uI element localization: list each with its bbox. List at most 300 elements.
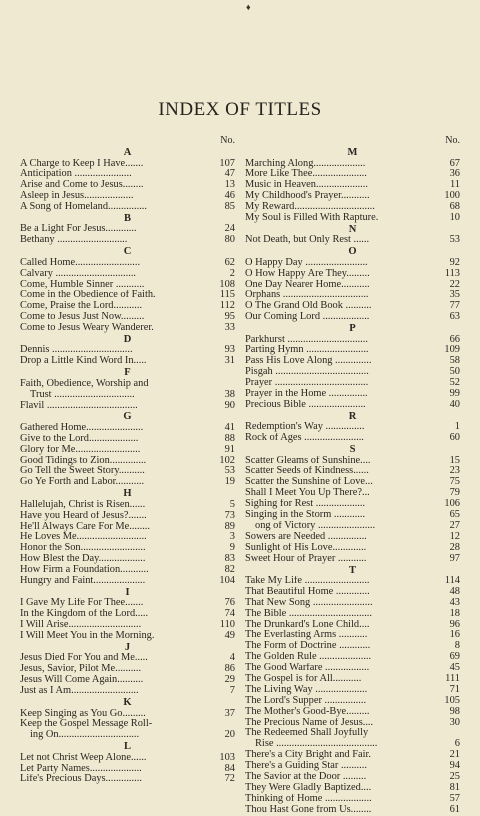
section-letter: I xyxy=(125,586,130,598)
entry-title: The Mother's Good-Bye......... xyxy=(245,706,370,717)
section-letter: D xyxy=(123,333,132,345)
entry-title: Go Tell the Sweet Story.......... xyxy=(20,466,145,477)
entry-number: 53 xyxy=(224,466,235,477)
entry-number: 65 xyxy=(449,510,460,521)
index-entry xyxy=(20,445,235,456)
entry-number: 16 xyxy=(449,630,460,641)
index-entry xyxy=(245,652,460,663)
index-entry xyxy=(20,345,235,356)
entry-number: 74 xyxy=(224,609,235,620)
index-entry xyxy=(20,554,235,565)
entry-number: 10 xyxy=(449,212,460,223)
entry-number: 9 xyxy=(229,543,235,554)
entry-title: Scatter Seeds of Kindness...... xyxy=(245,466,369,477)
entry-title: Music in Heaven.................... xyxy=(245,180,368,191)
entry-number: 22 xyxy=(449,279,460,290)
entry-number: 69 xyxy=(449,652,460,663)
entry-number: 36 xyxy=(449,169,460,180)
entry-title: The Golden Rule .................... xyxy=(245,652,372,663)
index-entry xyxy=(20,686,235,697)
index-entry xyxy=(245,783,460,794)
entry-title: Flavil ................................... xyxy=(20,400,138,411)
index-entry xyxy=(245,510,460,521)
index-entry xyxy=(245,728,460,739)
entry-number: 107 xyxy=(219,158,235,169)
index-entry xyxy=(245,630,460,641)
entry-title: He'll Always Care For Me........ xyxy=(20,521,151,532)
index-entry xyxy=(20,280,235,291)
entry-number: 98 xyxy=(449,706,460,717)
entry-number: 113 xyxy=(444,268,460,279)
entry-title: Jesus Will Come Again.......... xyxy=(20,675,144,686)
entry-title: Let not Christ Weep Alone...... xyxy=(20,752,147,763)
index-entry xyxy=(245,663,460,674)
entry-title: Not Death, but Only Rest ...... xyxy=(245,235,370,246)
entry-number: 48 xyxy=(449,586,460,597)
entry-number: 11 xyxy=(449,180,460,191)
entry-title: Sowers are Needed ............... xyxy=(245,531,367,542)
entry-number: 83 xyxy=(224,554,235,565)
entry-number: 47 xyxy=(224,169,235,180)
index-entry xyxy=(20,620,235,631)
index-entry xyxy=(245,576,460,587)
entry-title: Anticipation ...................... xyxy=(20,169,132,180)
entry-title: The Good Warfare ................. xyxy=(245,663,370,674)
entry-title: Rise ....................................... xyxy=(255,739,378,750)
entry-number: 58 xyxy=(449,356,460,367)
section-letter: N xyxy=(348,223,357,235)
entry-number: 63 xyxy=(449,312,460,323)
entry-number: 6 xyxy=(454,739,460,750)
entry-title: Glory for Me......................... xyxy=(20,444,141,455)
index-entry xyxy=(245,718,460,729)
entry-number: 111 xyxy=(445,674,460,685)
index-entry xyxy=(20,565,235,576)
index-entry xyxy=(245,367,460,378)
entry-title: There's a Guiding Star .......... xyxy=(245,761,367,772)
index-entry xyxy=(245,422,460,433)
entry-title: Life's Precious Days.............. xyxy=(20,774,142,785)
entry-title: That Beautiful Home ............. xyxy=(245,586,370,597)
index-entry xyxy=(245,378,460,389)
entry-number: 112 xyxy=(219,301,235,312)
entry-number: 94 xyxy=(449,761,460,772)
section-letter: B xyxy=(123,212,131,224)
entry-title: Come to Jesus Just Now......... xyxy=(20,312,145,323)
section-letter: G xyxy=(123,411,132,423)
entry-number: 52 xyxy=(449,378,460,389)
index-entry xyxy=(245,280,460,291)
index-entry xyxy=(245,235,460,246)
index-entry xyxy=(20,401,235,412)
entry-number: 72 xyxy=(224,774,235,785)
entry-number: 88 xyxy=(224,433,235,444)
entry-number: 57 xyxy=(449,793,460,804)
index-entry xyxy=(245,180,460,191)
entry-title: Thinking of Home .................. xyxy=(245,793,372,804)
index-entry xyxy=(245,258,460,269)
entry-title: Pass His Love Along .............. xyxy=(245,356,372,367)
index-entry xyxy=(20,631,235,642)
index-entry xyxy=(245,433,460,444)
entry-number: 95 xyxy=(224,312,235,323)
entry-title: Precious Bible ...................... xyxy=(245,399,366,410)
entry-title: Hungry and Faint.................... xyxy=(20,576,146,586)
index-entry xyxy=(245,466,460,477)
entry-number: 45 xyxy=(449,663,460,674)
index-entry xyxy=(20,224,235,235)
entry-number: 85 xyxy=(224,202,235,213)
entry-title: Calvary ............................... xyxy=(20,268,137,279)
number-column-label: No. xyxy=(220,135,235,146)
entry-number: 67 xyxy=(449,158,460,169)
entry-number: 71 xyxy=(449,684,460,695)
entry-number: 12 xyxy=(449,531,460,542)
entry-title: Jesus Died For You and Me..... xyxy=(20,653,148,664)
entry-title: How Blest the Day.................. xyxy=(20,554,146,565)
index-entry xyxy=(20,434,235,445)
entry-number: 102 xyxy=(219,455,235,466)
entry-number: 60 xyxy=(449,433,460,444)
right-entries xyxy=(245,147,460,816)
index-entry xyxy=(20,456,235,467)
entry-title: ong of Victory ...................... xyxy=(255,520,376,531)
index-entry xyxy=(20,312,235,323)
ornament-mark: ♦ xyxy=(246,2,251,12)
index-entry xyxy=(245,554,460,565)
entry-title: The Form of Doctrine ............ xyxy=(245,641,371,652)
page-title: INDEX OF TITLES xyxy=(158,99,322,120)
index-entry xyxy=(245,707,460,718)
entry-title: Take My Life ......................... xyxy=(245,576,370,586)
section-letter: S xyxy=(349,444,356,456)
section-letter: C xyxy=(123,246,132,258)
index-entry xyxy=(20,753,235,764)
entry-number: 68 xyxy=(449,202,460,213)
entry-number: 5 xyxy=(229,499,235,510)
entry-number: 29 xyxy=(224,675,235,686)
index-entry xyxy=(245,620,460,631)
entry-title: More Like Thee..................... xyxy=(245,169,367,180)
entry-title: Come, Praise the Lord........... xyxy=(20,301,143,312)
entry-title: The Drunkard's Lone Child.... xyxy=(245,619,370,630)
entry-title: Parting Hymn ........................ xyxy=(245,345,369,356)
index-entry xyxy=(245,750,460,761)
entry-number: 76 xyxy=(224,598,235,609)
entry-title: The Savior at the Door ......... xyxy=(245,772,367,783)
index-entry xyxy=(20,202,235,213)
index-entry xyxy=(245,301,460,312)
entry-title: Pisgah .................................... xyxy=(245,367,369,378)
entry-title: Called Home......................... xyxy=(20,257,141,268)
entry-title: Sighing for Rest ................... xyxy=(245,499,366,510)
entry-title: The Living Way .................... xyxy=(245,684,368,695)
entry-title: Scatter the Sunshine of Love... xyxy=(245,477,373,488)
entry-title: There's a City Bright and Fair. xyxy=(245,750,371,761)
section-letter: H xyxy=(123,488,132,500)
entry-number: 4 xyxy=(229,653,235,664)
entry-number: 35 xyxy=(449,290,460,301)
index-entry xyxy=(245,739,460,750)
entry-title: The Lord's Supper ................ xyxy=(245,695,367,706)
left-entries xyxy=(20,147,235,785)
entry-title: Good Tidings to Zion.............. xyxy=(20,455,147,466)
index-entry xyxy=(245,794,460,805)
entry-title: Have you Heard of Jesus?....... xyxy=(20,510,147,521)
entry-number: 97 xyxy=(449,553,460,564)
right-column xyxy=(245,135,460,816)
entry-title: The Everlasting Arms ........... xyxy=(245,630,368,641)
entry-title: Honor the Son......................... xyxy=(20,543,146,554)
index-entry xyxy=(245,674,460,685)
index-entry xyxy=(245,312,460,323)
entry-number: 46 xyxy=(224,191,235,202)
entry-number: 21 xyxy=(449,750,460,761)
entry-title: ing On............................... xyxy=(30,730,140,741)
entry-title: Marching Along.................... xyxy=(245,158,366,169)
entry-title: O How Happy Are They......... xyxy=(245,268,370,279)
entry-title: Asleep in Jesus................... xyxy=(20,191,134,202)
index-entry xyxy=(20,301,235,312)
entry-number: 108 xyxy=(219,279,235,290)
entry-number: 114 xyxy=(444,576,460,586)
index-entry xyxy=(245,400,460,411)
entry-number: 2 xyxy=(229,268,235,279)
entry-number: 23 xyxy=(449,466,460,477)
entry-number: 28 xyxy=(449,542,460,553)
entry-number: 104 xyxy=(219,576,235,586)
entry-title: Shall I Meet You Up There?... xyxy=(245,488,370,499)
entry-title: Redemption's Way ............... xyxy=(245,422,365,433)
entry-title: Prayer .................................... xyxy=(245,378,369,389)
index-entry xyxy=(245,641,460,652)
entry-number: 93 xyxy=(224,345,235,356)
entry-title: Our Coming Lord .................. xyxy=(245,312,370,323)
entry-number: 100 xyxy=(444,191,460,202)
index-entry xyxy=(20,511,235,522)
index-entry xyxy=(20,500,235,511)
entry-number: 81 xyxy=(449,782,460,793)
entry-title: A Song of Homeland............... xyxy=(20,202,147,213)
entry-title: O Happy Day ........................ xyxy=(245,257,368,268)
entry-title: My Soul is Filled With Rapture. xyxy=(245,212,379,223)
index-entry xyxy=(245,477,460,488)
index-entry xyxy=(245,356,460,367)
entry-number: 91 xyxy=(224,444,235,455)
section-letter: A xyxy=(123,147,132,158)
entry-number: 66 xyxy=(449,334,460,345)
entry-title: O The Grand Old Book .......... xyxy=(245,301,372,312)
entry-number: 53 xyxy=(449,235,460,246)
index-entry xyxy=(245,456,460,467)
entry-title: The Redeemed Shall Joyfully xyxy=(245,728,369,739)
entry-number: 92 xyxy=(449,257,460,268)
section-letter: R xyxy=(348,410,357,422)
entry-title: I Will Meet You in the Morning. xyxy=(20,631,155,642)
entry-title: Be a Light For Jesus............ xyxy=(20,224,137,235)
index-entry xyxy=(20,169,235,180)
entry-number: 3 xyxy=(229,532,235,543)
entry-number: 30 xyxy=(449,717,460,728)
entry-number: 103 xyxy=(219,752,235,763)
entry-title: My Reward............................... xyxy=(245,202,375,213)
entry-number: 99 xyxy=(449,389,460,400)
index-entry xyxy=(245,532,460,543)
index-entry xyxy=(245,685,460,696)
entry-number: 84 xyxy=(224,763,235,774)
entry-title: Parkhurst ............................... xyxy=(245,334,368,345)
entry-number: 19 xyxy=(224,477,235,488)
section-letter: K xyxy=(123,697,132,709)
entry-title: Gathered Home...................... xyxy=(20,422,144,433)
index-entry xyxy=(20,356,235,367)
entry-number: 49 xyxy=(224,631,235,642)
entry-title: Come in the Obedience of Faith. xyxy=(20,290,156,301)
index-entry xyxy=(20,390,235,401)
index-entry xyxy=(20,477,235,488)
entry-number: 79 xyxy=(449,488,460,499)
entry-title: The Precious Name of Jesus.... xyxy=(245,717,374,728)
entry-number: 62 xyxy=(224,257,235,268)
index-entry xyxy=(245,191,460,202)
index-entry xyxy=(20,543,235,554)
entry-title: Sweet Hour of Prayer ........... xyxy=(245,553,367,564)
entry-title: Bethany ........................... xyxy=(20,235,128,246)
entry-number: 90 xyxy=(224,400,235,411)
entry-title: They Were Gladly Baptized.... xyxy=(245,782,372,793)
index-entry xyxy=(20,180,235,191)
entry-title: Arise and Come to Jesus........ xyxy=(20,180,144,191)
entry-title: Scatter Gleams of Sunshine.... xyxy=(245,455,371,466)
section-letter: O xyxy=(348,246,357,258)
section-letter: F xyxy=(124,367,131,379)
entry-title: Give to the Lord................... xyxy=(20,433,139,444)
index-entry xyxy=(20,532,235,543)
entry-title: Singing in the Storm ............ xyxy=(245,510,366,521)
index-entry xyxy=(20,423,235,434)
index-entry xyxy=(245,543,460,554)
section-letter: J xyxy=(124,641,131,653)
entry-title: My Childhood's Prayer........... xyxy=(245,191,370,202)
entry-title: Prayer in the Home ............... xyxy=(245,389,368,400)
entry-number: 37 xyxy=(224,708,235,719)
entry-number: 106 xyxy=(444,499,460,510)
index-entry xyxy=(20,323,235,334)
index-entry xyxy=(245,772,460,783)
entry-title: I Gave My Life For Thee....... xyxy=(20,598,144,609)
entry-number: 110 xyxy=(219,620,235,631)
index-entry xyxy=(245,202,460,213)
index-entry xyxy=(20,576,235,587)
index-entry xyxy=(245,335,460,346)
entry-title: Thou Hast Gone from Us........ xyxy=(245,804,372,815)
entry-title: That New Song ....................... xyxy=(245,597,373,608)
entry-number: 80 xyxy=(224,235,235,246)
entry-number: 33 xyxy=(224,323,235,334)
index-entry xyxy=(20,235,235,246)
index-entry xyxy=(245,587,460,598)
index-entry xyxy=(20,730,235,741)
entry-number: 25 xyxy=(449,772,460,783)
entry-title: Come to Jesus Weary Wanderer. xyxy=(20,323,154,334)
entry-title: How Firm a Foundation........... xyxy=(20,565,149,576)
index-entry xyxy=(245,598,460,609)
entry-title: Come, Humble Sinner ........... xyxy=(20,279,145,290)
section-letter: M xyxy=(347,147,358,158)
entry-number: 18 xyxy=(449,608,460,619)
index-entry xyxy=(245,345,460,356)
entry-title: Rock of Ages ....................... xyxy=(245,433,364,444)
entry-number: 27 xyxy=(449,520,460,531)
entry-number: 20 xyxy=(224,730,235,741)
entry-number: 73 xyxy=(224,510,235,521)
index-entry xyxy=(20,159,235,170)
entry-title: Dennis ............................... xyxy=(20,345,133,356)
index-entry xyxy=(20,191,235,202)
index-entry xyxy=(20,653,235,664)
index-entry xyxy=(245,805,460,816)
entry-number: 24 xyxy=(224,224,235,235)
section-letter: P xyxy=(349,323,356,335)
index-entry xyxy=(245,169,460,180)
index-entry xyxy=(245,290,460,301)
entry-title: The Bible ................................ xyxy=(245,608,372,619)
index-entry xyxy=(245,213,460,224)
index-entry xyxy=(245,696,460,707)
entry-title: Keep Singing as You Go......... xyxy=(20,708,146,719)
entry-number: 1 xyxy=(454,422,460,433)
entry-number: 50 xyxy=(449,367,460,378)
entry-number: 75 xyxy=(449,477,460,488)
index-entry xyxy=(245,488,460,499)
entry-title: The Gospel is for All........... xyxy=(245,674,362,685)
index-entry xyxy=(20,719,235,730)
index-entry xyxy=(245,521,460,532)
entry-number: 105 xyxy=(444,695,460,706)
left-column xyxy=(20,135,235,785)
index-entry xyxy=(20,774,235,785)
entry-title: Go Ye Forth and Labor........... xyxy=(20,477,145,488)
index-entry xyxy=(20,258,235,269)
section-letter: T xyxy=(348,564,356,576)
index-entry xyxy=(20,522,235,533)
entry-title: Drop a Little Kind Word In..... xyxy=(20,356,147,367)
entry-title: He Loves Me........................... xyxy=(20,532,147,543)
entry-number: 77 xyxy=(449,301,460,312)
entry-number: 38 xyxy=(224,389,235,400)
entry-title: Hallelujah, Christ is Risen...... xyxy=(20,499,146,510)
index-entry xyxy=(20,675,235,686)
entry-number: 61 xyxy=(449,804,460,815)
entry-title: I Will Arise............................ xyxy=(20,620,142,631)
entry-number: 115 xyxy=(219,290,235,301)
number-column-label: No. xyxy=(445,135,460,146)
entry-number: 41 xyxy=(224,422,235,433)
entry-number: 31 xyxy=(224,356,235,367)
entry-title: Trust ............................... xyxy=(30,389,135,400)
index-entry xyxy=(245,609,460,620)
index-entry xyxy=(245,159,460,170)
entry-title: Faith, Obedience, Worship and xyxy=(20,378,149,389)
entry-title: Sunlight of His Love............. xyxy=(245,542,367,553)
entry-number: 86 xyxy=(224,664,235,675)
entry-number: 96 xyxy=(449,619,460,630)
entry-number: 89 xyxy=(224,521,235,532)
entry-number: 40 xyxy=(449,399,460,410)
index-entry xyxy=(20,609,235,620)
index-entry xyxy=(20,664,235,675)
index-entry xyxy=(20,379,235,390)
